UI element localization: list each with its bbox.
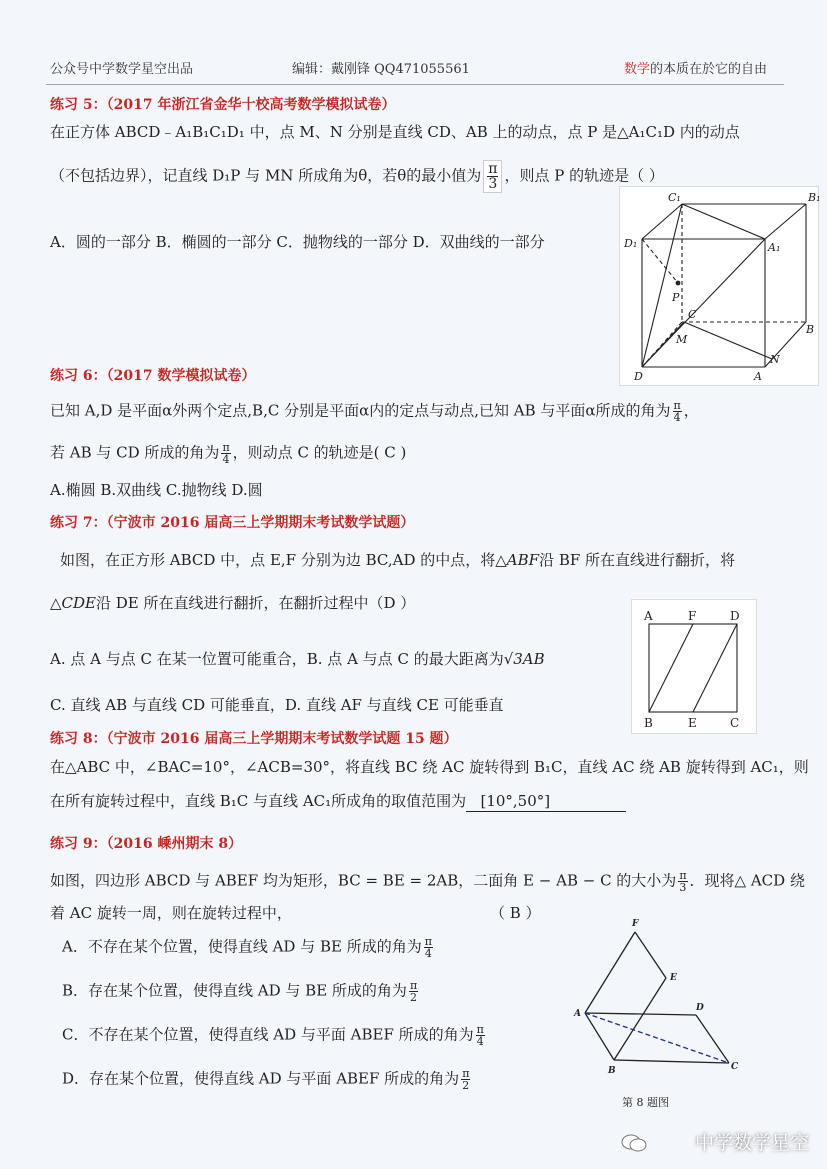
edge-c1d1 <box>642 204 682 239</box>
ex7-tri1: △ABF <box>495 551 540 569</box>
ex6-line2b: ，则动点 C 的轨迹是( C ) <box>232 443 407 462</box>
label-c: C <box>688 308 697 321</box>
ex8-title: 练习 8：（宁波市 2016 届高三上学期期末考试数学试题 15 题） <box>50 731 458 747</box>
ex6-frac2-den: 4 <box>222 453 230 466</box>
label-p: P <box>672 291 680 304</box>
seg-mn <box>684 322 772 359</box>
diag-c1a1 <box>682 204 765 239</box>
ex7-optA-text: A. 点 A 与点 C 在某一位置可能重合，B. 点 A 与点 C 的最大距离为 <box>50 650 504 668</box>
ex9-line1 <box>50 870 805 893</box>
ex7-optA-math: √3AB <box>503 650 545 668</box>
ex6-title: 练习 6：（2017 数学模拟试卷） <box>50 368 256 384</box>
header-left: 公众号中学数学星空出品 <box>50 62 194 77</box>
edge-ab <box>585 1013 614 1060</box>
ex5-title: 练习 5：（2017 年浙江省金华十校高考数学模拟试卷） <box>50 97 396 113</box>
label-d: D <box>634 370 643 383</box>
edge-b1a1 <box>765 204 806 239</box>
edge-fe <box>635 932 666 978</box>
ex6-line2a: 若 AB 与 CD 所成的角为 <box>50 443 220 462</box>
sq-label-d: D <box>730 609 740 623</box>
ex6-line2 <box>50 442 406 465</box>
hidden-d1p <box>642 239 678 283</box>
ex9-optB-num: π <box>409 979 418 992</box>
ex9-optD-num: π <box>462 1067 470 1080</box>
sq-label-e: E <box>688 716 697 730</box>
ex5-cube-figure <box>619 186 819 386</box>
ex9-optC-text: C．不存在某个位置，使得直线 AD 与平面 ABEF 所成的角为 <box>62 1025 474 1044</box>
ex7-optC: C. 直线 AB 与直线 CD 可能垂直，D. 直线 AF 与直线 CE 可能垂直 <box>50 696 504 714</box>
sq-label-b: B <box>644 716 653 730</box>
ex9-frac-den: 3 <box>679 881 687 894</box>
ex9-line2: 着 AC 旋转一周，则在旋转过程中， <box>50 904 292 922</box>
ex9-label-d: D <box>696 1003 704 1013</box>
edge-eb <box>614 978 666 1060</box>
header-right-accent: 数学 <box>624 62 651 77</box>
ex9-figure <box>566 912 750 1112</box>
seg-ed <box>693 624 737 712</box>
ex9-answer: （ B ） <box>490 904 541 922</box>
ex6-line1 <box>50 400 699 423</box>
edge-af <box>585 932 635 1013</box>
ex9-label-e: E <box>670 973 677 983</box>
ex9-optC-frac <box>476 1024 485 1047</box>
label-d1: D₁ <box>624 237 638 250</box>
ex8-line2 <box>50 791 626 812</box>
header-divider <box>46 84 784 85</box>
ex9-label-b: B <box>608 1066 616 1076</box>
ex8-answer: [10°,50°] <box>480 792 551 810</box>
ex7-line1 <box>60 550 735 570</box>
ex8-line1: 在△ABC 中，∠BAC=10°，∠ACB=30°，将直线 BC 绕 AC 旋转得到 B₁C，直线 AC 绕 AB 旋转得到 AC₁，则 <box>50 758 809 776</box>
point-p <box>676 281 681 286</box>
cube-svg <box>620 187 821 385</box>
square-abcd <box>649 624 737 712</box>
ex7-line2b: 沿 DE 所在直线进行翻折，在翻折过程中（D ） <box>96 594 416 612</box>
ex5-frac-den: 3 <box>488 176 498 192</box>
seg-bf <box>649 624 693 712</box>
wechat-logo-icon <box>621 1133 647 1153</box>
ex9-optB-text: B．存在某个位置，使得直线 AD 与 BE 所成的角为 <box>62 981 407 1000</box>
edge-cd <box>696 1015 729 1063</box>
ex5-line2a: （不包括边界），记直线 D₁P 与 MN 所成角为θ，若θ的最小值为 <box>50 166 482 185</box>
square-svg <box>632 600 756 733</box>
sq-label-a: A <box>644 609 653 623</box>
header-right <box>624 60 767 80</box>
ex8-line2-text: 在所有旋转过程中，直线 B₁C 与直线 AC₁所成角的取值范围为 <box>50 792 467 810</box>
label-b: B <box>806 323 815 336</box>
ex5-line2 <box>50 160 664 193</box>
ex6-frac1-den: 4 <box>673 411 681 424</box>
ex6-frac2 <box>221 442 230 465</box>
header-middle: 编辑：戴刚锋 QQ471055561 <box>292 62 470 77</box>
ex9-frac <box>678 870 687 893</box>
ex7-square-figure <box>631 599 757 734</box>
ex5-line1: 在正方体 ABCD﹣A₁B₁C₁D₁ 中，点 M、N 分别是直线 CD、AB 上的动点，点 P 是△A₁C₁D 内的动点 <box>50 123 740 141</box>
ex9-title: 练习 9：（2016 嵊州期末 8） <box>50 836 243 852</box>
ex7-line2 <box>50 593 415 613</box>
label-n: N <box>770 353 780 366</box>
ex5-frac-num: π <box>488 161 498 177</box>
ex9-optA-den: 4 <box>424 947 432 960</box>
ex9-optD-text: D．存在某个位置，使得直线 AD 与平面 ABEF 所成的角为 <box>62 1069 460 1088</box>
ex9-frac-num: π <box>679 869 687 882</box>
ex9-optC <box>62 1024 487 1047</box>
sq-label-f: F <box>688 609 697 623</box>
edge-bc <box>614 1060 729 1063</box>
ex6-frac1 <box>673 400 682 423</box>
ex9-optA-num: π <box>424 935 432 948</box>
ex9-optB <box>62 980 420 1003</box>
ex9-optA-frac <box>424 936 433 959</box>
ex9-label-f: F <box>632 919 639 929</box>
ex9-optC-num: π <box>476 1023 484 1036</box>
ex8-answer-blank <box>466 791 626 812</box>
ex7-optA <box>50 649 545 669</box>
ex6-frac1-num: π <box>673 399 681 412</box>
diag-ac <box>585 1013 729 1063</box>
ex9-optB-frac <box>409 980 418 1003</box>
ex9-optA <box>62 936 435 959</box>
ex9-label-a: A <box>574 1009 581 1019</box>
ex9-optC-den: 4 <box>476 1035 484 1048</box>
ex9-label-c: C <box>731 1062 739 1072</box>
ex9-optD-frac <box>461 1068 470 1091</box>
ex5-line2b: ，则点 P 的轨迹是（ ） <box>504 166 664 185</box>
label-a1: A₁ <box>768 241 781 254</box>
sq-label-c: C <box>730 716 740 730</box>
ex6-options: A.椭圆 B.双曲线 C.抛物线 D.圆 <box>50 481 263 499</box>
ex9-line1b: ．现将△ ACD 绕 <box>689 871 805 890</box>
ex7-line1b: 沿 BF 所在直线进行翻折，将 <box>539 551 736 569</box>
edge-ad <box>585 1013 696 1015</box>
ex9-fig-caption: 第 8 题图 <box>622 1096 669 1109</box>
label-m: M <box>676 333 688 346</box>
ex9-optA-text: A．不存在某个位置，使得直线 AD 与 BE 所成的角为 <box>62 937 422 956</box>
ex9-optB-den: 2 <box>410 991 418 1004</box>
ex6-line1-end: ， <box>683 401 699 420</box>
ex7-line1a: 如图，在正方形 ABCD 中，点 E,F 分别为边 BC,AD 的中点，将 <box>60 551 496 569</box>
watermark: 中学数学星空 <box>694 1132 809 1154</box>
ex7-tri2: △CDE <box>50 594 96 612</box>
ex5-options: A．圆的一部分 B．椭圆的一部分 C．抛物线的一部分 D．双曲线的一部分 <box>50 233 545 251</box>
ex6-frac2-num: π <box>222 441 230 454</box>
ex6-line1-text: 已知 A,D 是平面α外两个定点,B,C 分别是平面α内的定点与动点,已知 AB 与平面α所成的角为 <box>50 401 671 420</box>
header-right-rest: 的本质在於它的自由 <box>650 62 768 77</box>
ex9-svg <box>566 912 750 1112</box>
ex7-title: 练习 7：（宁波市 2016 届高三上学期期末考试数学试题） <box>50 515 415 531</box>
label-c1: C₁ <box>668 191 681 204</box>
ex5-fraction <box>483 160 502 193</box>
ex9-line1a: 如图，四边形 ABCD 与 ABEF 均为矩形，BC = BE = 2AB，二面角 E − AB − C 的大小为 <box>50 871 677 890</box>
ex9-optD <box>62 1068 472 1091</box>
label-a: A <box>754 370 762 383</box>
label-b1: B₁ <box>808 191 821 204</box>
ex9-optD-den: 2 <box>462 1079 470 1092</box>
